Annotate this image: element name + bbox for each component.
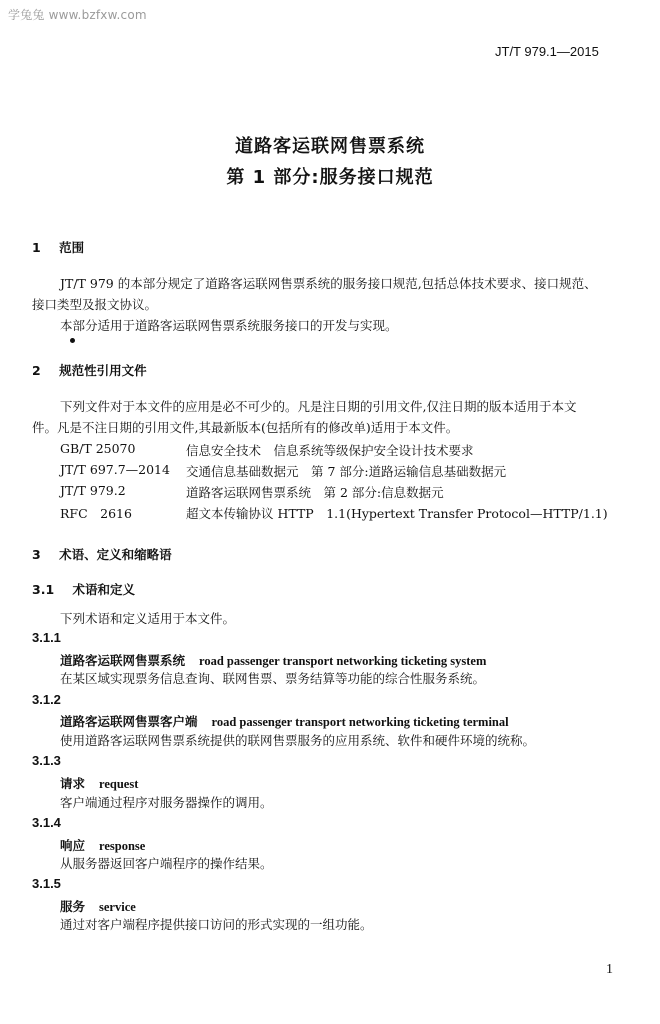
reference-item bbox=[60, 462, 640, 480]
term-entry bbox=[60, 774, 138, 792]
term-number: 3.1.1 bbox=[32, 630, 61, 645]
standard-code: JT/T 979.1—2015 bbox=[495, 44, 599, 59]
paragraph: JT/T 979 的本部分规定了道路客运联网售票系统的服务接口规范,包括总体技术要求、接口规范、 bbox=[60, 276, 597, 291]
section-title: 术语、定义和缩略语 bbox=[59, 547, 172, 562]
reference-name: 信息安全技术 信息系统等级保护安全设计技术要求 bbox=[186, 443, 474, 458]
paragraph: 接口类型及报文协议。 bbox=[32, 297, 158, 312]
term-en: service bbox=[99, 900, 136, 914]
term-en: response bbox=[99, 839, 146, 853]
term-number: 3.1.4 bbox=[32, 815, 61, 830]
term-en: request bbox=[99, 777, 139, 791]
page-number: 1 bbox=[606, 962, 613, 977]
reference-code: JT/T 979.2 bbox=[60, 483, 126, 498]
reference-code: GB/T 25070 bbox=[60, 441, 136, 456]
term-number: 3.1.2 bbox=[32, 692, 61, 707]
document-title: 道路客运联网售票系统 bbox=[235, 136, 425, 157]
term-definition: 从服务器返回客户端程序的操作结果。 bbox=[60, 856, 273, 871]
section-title: 术语和定义 bbox=[72, 582, 136, 597]
section-title: 范围 bbox=[59, 240, 85, 255]
reference-name: 道路客运联网售票系统 第 2 部分:信息数据元 bbox=[186, 485, 444, 500]
term-en: road passenger transport networking ticketing system bbox=[199, 654, 487, 668]
term-zh: 服务 bbox=[60, 899, 86, 914]
watermark: 学兔兔 www.bzfxw.com bbox=[8, 8, 147, 22]
reference-code: JT/T 697.7—2014 bbox=[60, 462, 170, 477]
term-entry bbox=[60, 712, 509, 730]
term-number: 3.1.5 bbox=[32, 876, 61, 891]
term-definition: 通过对客户端程序提供接口访问的形式实现的一组功能。 bbox=[60, 917, 373, 932]
reference-item bbox=[60, 441, 640, 459]
section-number: 1 bbox=[32, 240, 41, 255]
term-entry bbox=[60, 897, 136, 915]
reference-item bbox=[60, 504, 640, 522]
section-number: 3.1 bbox=[32, 582, 55, 597]
paragraph: 本部分适用于道路客运联网售票系统服务接口的开发与实现。 bbox=[60, 318, 398, 333]
term-definition: 在某区域实现票务信息查询、联网售票、票务结算等功能的综合性服务系统。 bbox=[60, 671, 486, 686]
section-number: 2 bbox=[32, 363, 41, 378]
paragraph: 下列文件对于本文件的应用是必不可少的。凡是注日期的引用文件,仅注日期的版本适用于本文 bbox=[60, 399, 577, 414]
term-zh: 响应 bbox=[60, 838, 86, 853]
reference-item bbox=[60, 483, 640, 501]
term-en: road passenger transport networking ticketing terminal bbox=[211, 715, 509, 729]
term-number: 3.1.3 bbox=[32, 753, 61, 768]
term-entry bbox=[60, 651, 486, 669]
reference-code: RFC 2616 bbox=[60, 506, 132, 521]
paragraph: 下列术语和定义适用于本文件。 bbox=[60, 611, 236, 626]
document-subtitle: 第 1 部分:服务接口规范 bbox=[226, 167, 434, 188]
term-entry bbox=[60, 836, 145, 854]
paragraph: 件。凡是不注日期的引用文件,其最新版本(包括所有的修改单)适用于本文件。 bbox=[32, 420, 459, 435]
bullet-mark bbox=[70, 338, 75, 343]
reference-name: 超文本传输协议 HTTP 1.1(Hypertext Transfer Protocol—HTTP/1.1) bbox=[186, 506, 608, 521]
section-3-heading bbox=[32, 545, 172, 563]
section-2-heading bbox=[32, 361, 147, 379]
section-number: 3 bbox=[32, 547, 41, 562]
term-zh: 道路客运联网售票客户端 bbox=[60, 714, 198, 729]
section-title: 规范性引用文件 bbox=[59, 363, 147, 378]
term-zh: 请求 bbox=[60, 776, 86, 791]
term-definition: 客户端通过程序对服务器操作的调用。 bbox=[60, 795, 273, 810]
subsection-3-1-heading bbox=[32, 580, 135, 598]
term-zh: 道路客运联网售票系统 bbox=[60, 653, 186, 668]
section-1-heading bbox=[32, 238, 84, 256]
reference-name: 交通信息基础数据元 第 7 部分:道路运输信息基础数据元 bbox=[186, 464, 507, 479]
term-definition: 使用道路客运联网售票系统提供的联网售票服务的应用系统、软件和硬件环境的统称。 bbox=[60, 733, 536, 748]
